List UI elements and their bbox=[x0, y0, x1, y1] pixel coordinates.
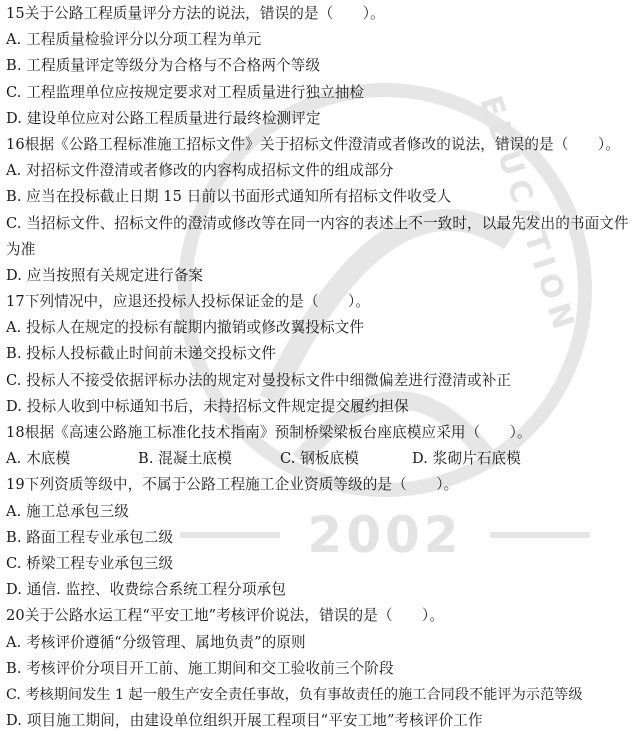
question-18-option-a: A. 木底模 bbox=[6, 450, 71, 468]
question-17-option-b: B. 投标人投标截止时间前未递交投标文件 bbox=[6, 345, 277, 363]
watermark-letters: EDUCATION bbox=[472, 91, 583, 340]
question-20-option-b: B. 考核评价分项目开工前、施工期间和交工验收前三个阶段 bbox=[6, 659, 394, 677]
question-20-option-d: D. 项目施工期间，由建设单位组织开展工程项目“平安工地”考核评价工作 bbox=[6, 712, 483, 730]
question-17-option-d: D. 投标人收到中标通知书后，未持招标文件规定提交履约担保 bbox=[6, 397, 409, 415]
question-19-option-b: B. 路面工程专业承包二级 bbox=[6, 528, 174, 546]
question-20-stem: 20关于公路水运工程“平安工地”考核评价说法，错误的是（ ）。 bbox=[6, 607, 445, 625]
question-16-option-c: C. 当招标文件、招标文件的澄清或修改等在同一内容的表述上不一致时，以最先发出的书面文件为准 bbox=[6, 214, 629, 258]
question-19-stem: 19下列资质等级中，不属于公路工程施工企业资质等级的是（ ）。 bbox=[6, 476, 459, 494]
question-15-option-d: D. 建设单位应对公路工程质量进行最终检测评定 bbox=[6, 109, 321, 127]
watermark-year: 2002 bbox=[307, 506, 463, 564]
question-18-options bbox=[6, 446, 634, 472]
question-18-option-b: B. 混凝土底模 bbox=[138, 450, 232, 468]
question-15-option-b: B. 工程质量评定等级分为合格与不合格两个等级 bbox=[6, 57, 321, 75]
question-17-option-a: A. 投标人在规定的投标有靛期内撤销或修改翼投标文件 bbox=[6, 319, 365, 337]
question-15-stem: 15关于公路工程质量评分方法的说法，错误的是（ ）。 bbox=[6, 5, 385, 22]
question-16-option-b: B. 应当在投标截止日期 15 日前以书面形式通知所有招标文件收受人 bbox=[6, 188, 452, 206]
question-20-option-a: A. 考核评价遵循“分级管理、属地负责”的原则 bbox=[6, 633, 306, 651]
question-18-option-c: C. 钢板底模 bbox=[280, 450, 359, 468]
question-15-option-c: C. 工程监理单位应按规定要求对工程质量进行独立抽检 bbox=[6, 83, 365, 101]
question-17-stem: 17下列情况中，应退还投标人投标保证金的是（ ）。 bbox=[6, 293, 371, 311]
question-16-stem: 16根据《公路工程标准施工招标文件》关于招标文件澄清或者修改的说法，错误的是（ ）。 bbox=[6, 135, 620, 153]
question-19-option-c: C. 桥梁工程专业承包三级 bbox=[6, 554, 174, 572]
question-16-option-a: A. 对招标文件澄清或者修改的内容构成招标文件的组成部分 bbox=[6, 162, 394, 180]
question-20-option-c: C. 考核期间发生 1 起一般生产安全责任事故，负有事故责任的施工合同段不能评为示范等级 bbox=[6, 686, 583, 703]
question-16-option-d: D. 应当按照有关规定进行备案 bbox=[6, 266, 204, 284]
question-15-option-a: A. 工程质量检验评分以分项工程为单元 bbox=[6, 31, 262, 49]
question-18-stem: 18根据《高速公路施工标准化技术指南》预制桥梁梁板台座底模应采用（ ）。 bbox=[6, 424, 532, 442]
question-19-option-d: D. 通信. 监控、收费综合系统工程分项承包 bbox=[6, 581, 287, 599]
question-19-option-a: A. 施工总承包三级 bbox=[6, 502, 129, 520]
question-18-option-d: D. 浆砌片石底模 bbox=[412, 450, 521, 468]
question-17-option-c: C. 投标人不接受依据评标办法的规定对曼投标文件中细微偏差进行澄清或补正 bbox=[6, 371, 512, 389]
